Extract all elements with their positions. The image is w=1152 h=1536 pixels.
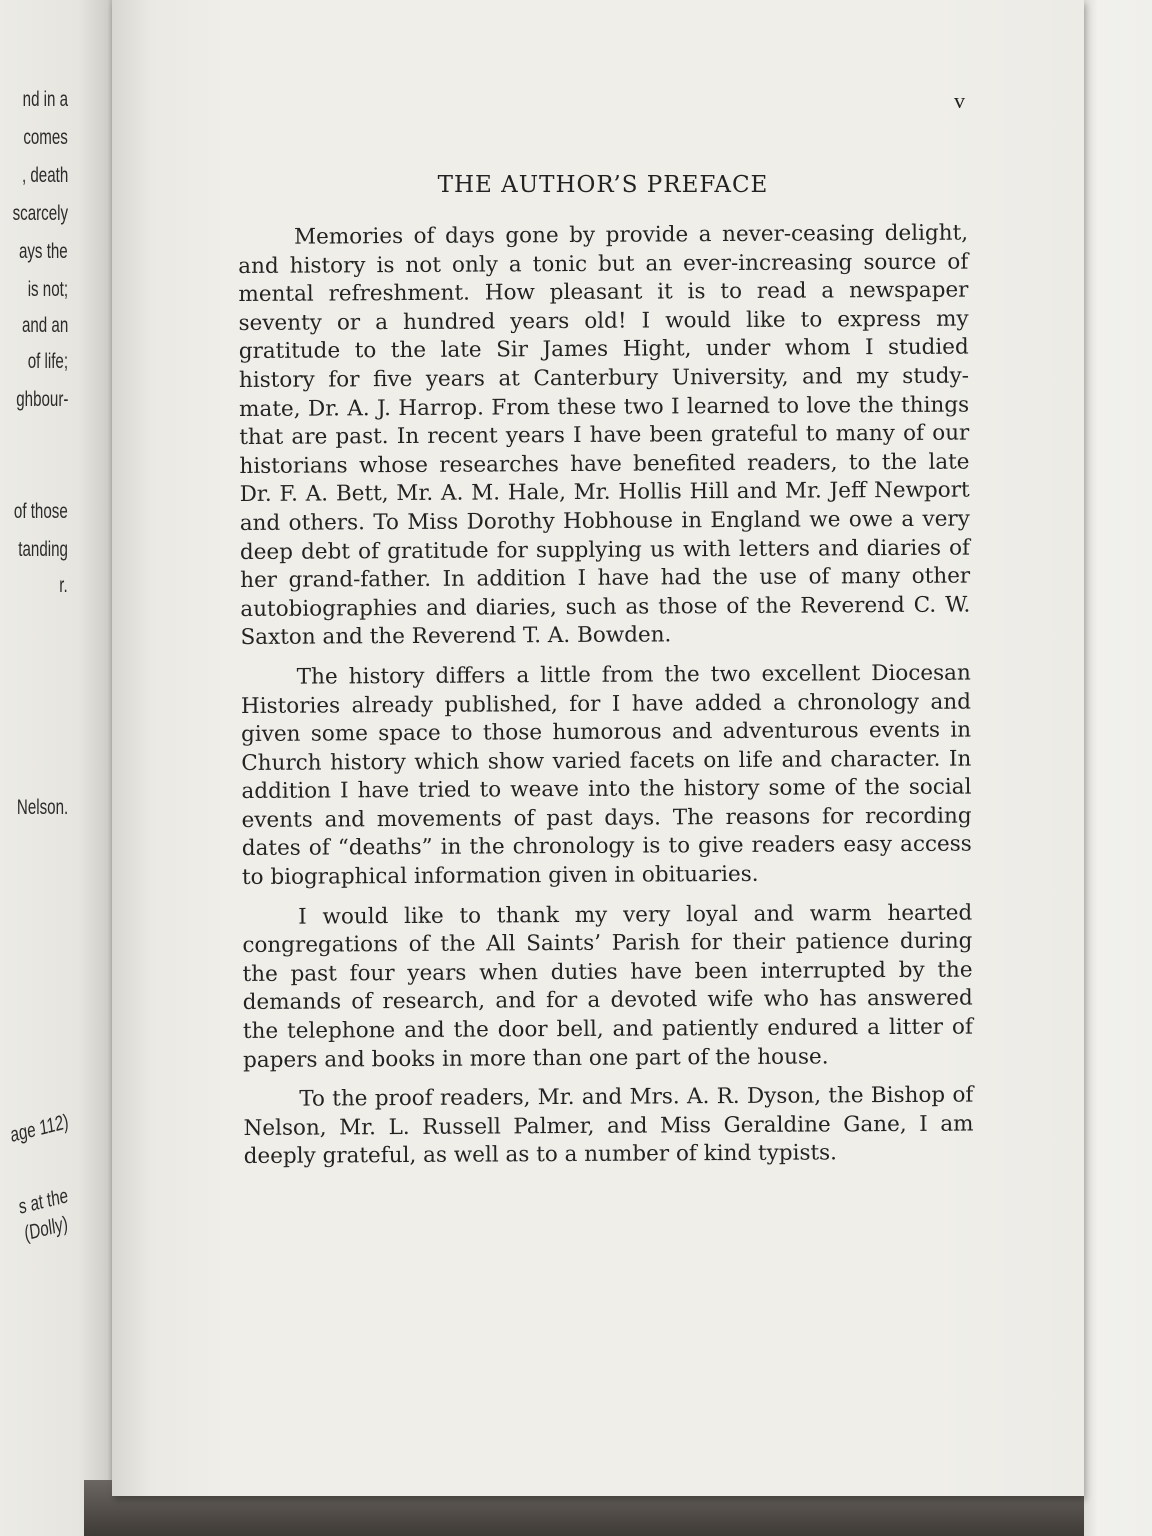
left-page-line: , death (21, 164, 68, 187)
paragraph: I would like to thank my very loyal and warm hearted congregations of the All Saints’ Parish for their patience during the past four years when duties have been interrupted by the demands of research, and for a devoted wife who has answered the telephone and the door bell, and patiently endured a litter of papers and books in more than one part of the house. (242, 900, 973, 1073)
page-number: v (954, 88, 965, 113)
left-page-line: and an (21, 314, 68, 337)
paragraph: To the proof readers, Mr. and Mrs. A. R. Dyson, the Bishop of Nelson, Mr. L. Russell Palmer, and Miss Geraldine Gane, I am deeply grateful, as well as to a number of kind typists. (243, 1082, 974, 1170)
left-page-line: of those (14, 500, 68, 523)
left-page-line: r. (59, 574, 68, 597)
left-page-line: of life; (27, 350, 68, 373)
left-page-line: is not; (27, 278, 68, 301)
page-title: THE AUTHOR’S PREFACE (437, 172, 769, 198)
opposite-page (0, 0, 112, 1536)
preface-page (112, 0, 1084, 1496)
left-page-line: Nelson. (16, 796, 68, 819)
left-page-line: (Dolly) (23, 1212, 70, 1246)
preface-body (238, 220, 974, 1183)
left-page-line: ghbour- (15, 388, 68, 411)
left-page-line: ays the (19, 240, 68, 263)
left-page-line: scarcely (12, 202, 68, 225)
paragraph: Memories of days gone by provide a never-ceasing delight, and history is not only a tonic but an ever-increasing source of mental refreshment. How pleasant it is to read a newspaper seventy or a hundred years old! I would like to express my gratitude to the late Sir James Hight, under whom I studied history for five years at Canterbury University, and my study-mate, Dr. A. J. Harrop. From these two I learned to love the things that are past. In recent years I have been grateful to many of our historians whose researches have benefited readers, to the late Dr. F. A. Bett, Mr. A. M. Hale, Mr. Hollis Hill and Mr. Jeff Newport and others. To Miss Dorothy Hobhouse in England we owe a very deep debt of gratitude for supplying us with letters and diaries of her grand-father. In addition I have had the use of many other autobiographies and diaries, such as those of the Reverend C. W. Saxton and the Reverend T. A. Bowden. (238, 220, 971, 651)
left-page-line: comes (23, 126, 68, 149)
left-page-line: s at the (17, 1184, 70, 1219)
left-page-line: nd in a (22, 88, 68, 111)
background-surface (1084, 0, 1152, 1536)
paragraph: The history differs a little from the two excellent Diocesan Histories already published, for I have added a chronology and given some space to those humorous and adventurous events in Church history which show varied facets on life and character. In addition I have tried to weave into the history some of the social events and movements of past days. The reasons for recording dates of “deaths” in the chronology is to give readers easy access to biographical information given in obituaries. (240, 660, 972, 891)
left-page-line: age 112) (8, 1110, 70, 1147)
left-page-line: tanding (18, 538, 68, 561)
